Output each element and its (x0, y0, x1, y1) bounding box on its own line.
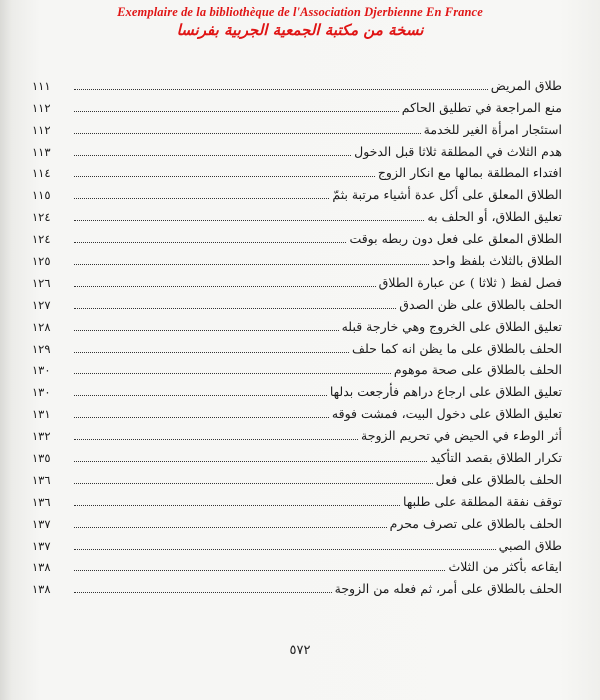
dot-leader (74, 264, 429, 265)
dot-leader (74, 133, 421, 134)
toc-entry (32, 291, 562, 313)
toc-entry-page: ١٢٥ (32, 254, 51, 269)
stamp-arabic-text: نسخة من مكتبة الجمعية الجربية بفرنسا (176, 21, 424, 39)
stamp-latin-text: Exemplaire de la bibliothèque de l'Association Djerbienne En France (117, 5, 483, 19)
toc-entry (32, 575, 562, 597)
dot-leader (74, 570, 445, 571)
toc-entry-page: ١٣٦ (32, 494, 51, 509)
library-stamp (0, 4, 600, 40)
page-number: ٥٧٢ (289, 643, 311, 658)
toc-entry (32, 378, 562, 400)
toc-entry-page: ١٣٨ (32, 582, 51, 597)
toc-entry-page: ١٢٩ (32, 341, 51, 356)
toc-entry (32, 94, 562, 116)
toc-entry-page: ١١٢ (32, 122, 51, 137)
toc-entry-title: منع المراجعة في تطليق الحاكم (401, 99, 562, 115)
toc-entry-title: تعليق الطلاق على دخول البيت، فمشت فوقه (331, 406, 562, 422)
toc-entry (32, 72, 562, 94)
table-of-contents (32, 72, 562, 597)
toc-entry (32, 225, 562, 247)
dot-leader (74, 155, 351, 156)
toc-entry-page: ١٣٧ (32, 538, 51, 553)
dot-leader (74, 198, 329, 199)
dot-leader (74, 352, 349, 353)
toc-entry (32, 138, 562, 160)
toc-entry-title: تعليق الطلاق، أو الحلف به (427, 209, 562, 225)
toc-entry-page: ١٣٦ (32, 472, 51, 487)
toc-entry-title: طلاق المريض (490, 77, 562, 93)
toc-entry-title: فصل لفظ ( ثلاثا ) عن عبارة الطلاق (378, 274, 562, 290)
toc-entry (32, 422, 562, 444)
toc-entry-title: الحلف بالطلاق على فعل (435, 471, 562, 487)
toc-entry-title: استئجار امرأة الغير للخدمة (423, 121, 562, 137)
dot-leader (74, 527, 387, 528)
dot-leader (74, 439, 358, 440)
toc-entry (32, 203, 562, 225)
toc-entry-page: ١٣٨ (32, 560, 51, 575)
toc-entry (32, 510, 562, 532)
toc-entry-title: الطلاق المعلق على أكل عدة أشياء مرتبة بثمّ (332, 187, 562, 203)
toc-entry (32, 400, 562, 422)
toc-entry (32, 116, 562, 138)
dot-leader (74, 330, 339, 331)
toc-entry-page: ١١١ (32, 78, 51, 93)
dot-leader (74, 592, 332, 593)
toc-entry-page: ١٣٥ (32, 451, 51, 466)
toc-entry (32, 357, 562, 379)
toc-entry (32, 160, 562, 182)
dot-leader (74, 111, 399, 112)
dot-leader (74, 505, 400, 506)
toc-entry-page: ١٢٦ (32, 275, 51, 290)
toc-entry-title: الحلف بالطلاق على تصرف محرم (389, 515, 562, 531)
toc-entry-title: تكرار الطلاق بقصد التأكيد (430, 450, 562, 466)
toc-entry-title: افتداء المطلقة بمالها مع انكار الزوج (377, 165, 562, 181)
toc-entry (32, 532, 562, 554)
dot-leader (74, 176, 375, 177)
toc-entry-title: ايقاعه بأكثر من الثلاث (448, 559, 562, 575)
dot-leader (74, 373, 391, 374)
toc-entry (32, 181, 562, 203)
toc-entry-title: تعليق الطلاق على ارجاع دراهم فأرجعت بدلها (329, 384, 562, 400)
toc-entry (32, 444, 562, 466)
toc-entry (32, 488, 562, 510)
dot-leader (74, 308, 396, 309)
dot-leader (74, 461, 427, 462)
toc-entry-page: ١٣١ (32, 407, 51, 422)
toc-entry-page: ١٢٧ (32, 297, 51, 312)
toc-entry-title: الحلف بالطلاق على ظن الصدق (399, 296, 562, 312)
toc-entry-page: ١٣٧ (32, 516, 51, 531)
dot-leader (74, 483, 433, 484)
dot-leader (74, 286, 376, 287)
toc-entry-page: ١١٥ (32, 188, 51, 203)
toc-entry-title: الحلف بالطلاق على صحة موهوم (393, 362, 562, 378)
toc-entry-page: ١٣٠ (32, 363, 51, 378)
toc-entry-title: الحلف بالطلاق على ما يظن انه كما حلف (352, 340, 562, 356)
toc-entry-page: ١١٣ (32, 144, 51, 159)
toc-entry-page: ١٢٤ (32, 210, 51, 225)
toc-entry (32, 335, 562, 357)
toc-entry-title: توقف نفقة المطلقة على طلبها (403, 493, 562, 509)
dot-leader (74, 549, 496, 550)
dot-leader (74, 220, 424, 221)
dot-leader (74, 89, 488, 90)
dot-leader (74, 395, 327, 396)
toc-entry-page: ١٢٤ (32, 232, 51, 247)
toc-entry-title: تعليق الطلاق على الخروج وهي خارجة قبله (341, 318, 562, 334)
toc-entry-title: الحلف بالطلاق على أمر، ثم فعله من الزوجة (334, 581, 562, 597)
toc-entry-title: الطلاق المعلق على فعل دون ربطه بوقت (349, 231, 562, 247)
toc-entry (32, 247, 562, 269)
toc-entry (32, 313, 562, 335)
toc-entry (32, 466, 562, 488)
dot-leader (74, 417, 329, 418)
toc-entry-page: ١١٢ (32, 100, 51, 115)
toc-entry-page: ١١٤ (32, 166, 51, 181)
toc-entry-page: ١٢٨ (32, 319, 51, 334)
toc-entry (32, 269, 562, 291)
toc-entry-title: هدم الثلاث في المطلقة ثلاثا قبل الدخول (354, 143, 562, 159)
toc-entry-title: الطلاق بالثلاث بلفظ واحد (431, 253, 562, 269)
toc-entry-title: طلاق الصبي (498, 537, 562, 553)
toc-entry-page: ١٣٠ (32, 385, 51, 400)
toc-entry-page: ١٣٢ (32, 429, 51, 444)
toc-entry (32, 554, 562, 576)
toc-entry-title: أثر الوطء في الحيض في تحريم الزوجة (361, 428, 562, 444)
dot-leader (74, 242, 346, 243)
